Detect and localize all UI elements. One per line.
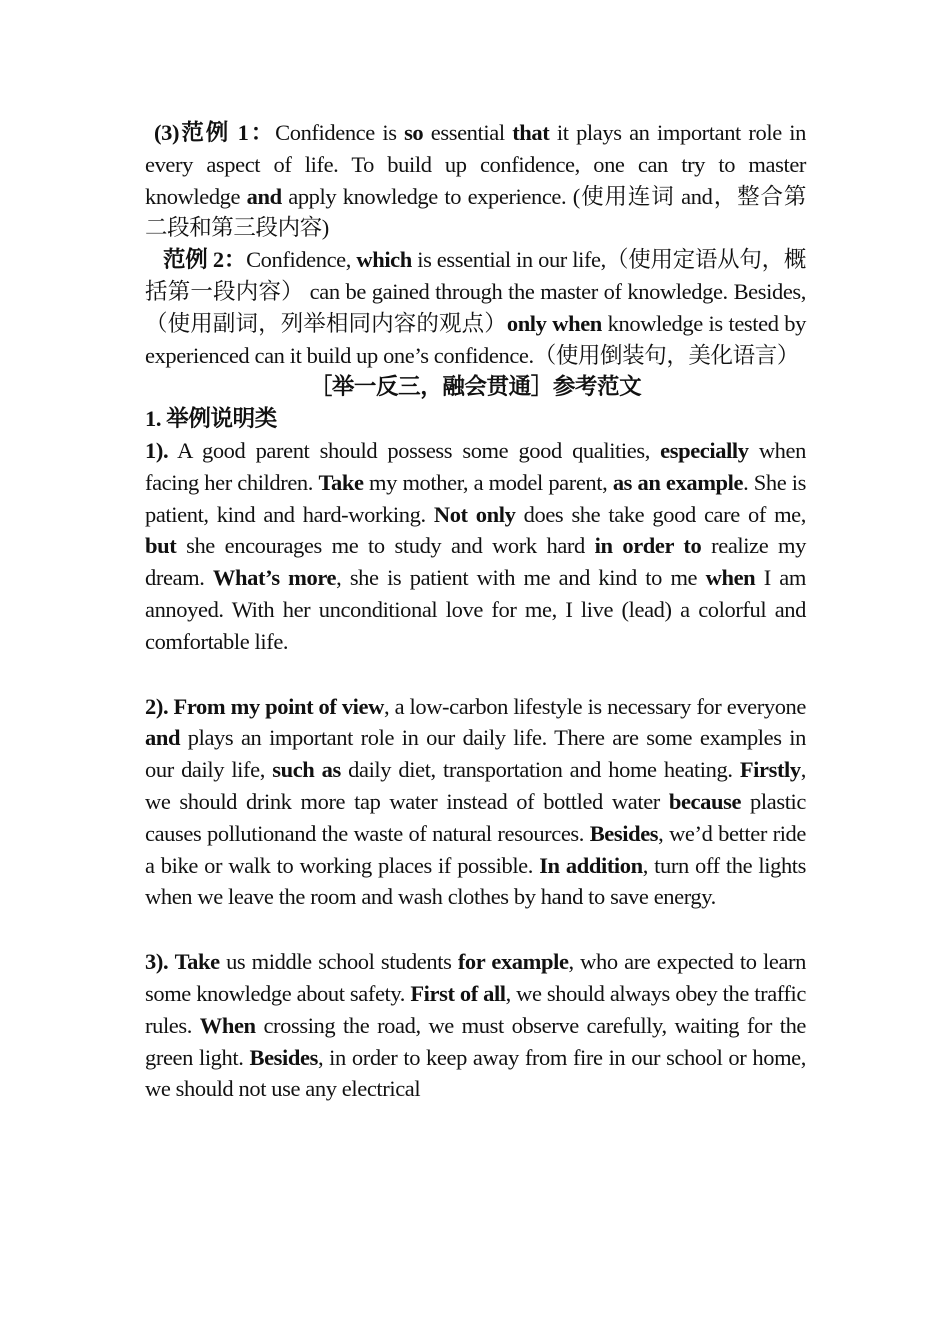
- bold-phrase: and: [145, 725, 181, 751]
- bold-phrase: because: [668, 788, 742, 814]
- bold-phrase: and: [246, 183, 282, 209]
- text-run: does she take good care of me,: [515, 501, 806, 527]
- text-run: is essential in our life,（使用定语从句，概括第一段内容） can be gained through the master of knowledge. Besides,（使用副词，列举相同内容的观点）: [145, 247, 806, 336]
- text-run: , we’d better ride a bike or walk to working places if possible.: [145, 820, 806, 878]
- bold-phrase: First of all: [410, 980, 506, 1006]
- text-run: Confidence,: [246, 247, 357, 273]
- text-run: Confidence is: [275, 120, 405, 145]
- bold-phrase: (3)范例 1：: [154, 120, 276, 145]
- text-run: I am annoyed. With her unconditional love for me, I live (lead) a colorful and comfortable life.: [145, 565, 806, 654]
- bold-phrase: Take: [174, 949, 220, 975]
- bold-phrase: when: [705, 565, 756, 591]
- section-title: ［举一反三，融会贯通］参考范文: [309, 374, 642, 400]
- bold-phrase: Besides: [249, 1044, 318, 1070]
- bold-phrase: 3).: [145, 949, 169, 975]
- bold-phrase: so: [404, 120, 424, 145]
- example-paragraph-1: [145, 435, 806, 658]
- bold-phrase: in order to: [594, 533, 702, 559]
- bold-phrase: Not only: [433, 501, 516, 527]
- bold-phrase: Besides: [589, 820, 659, 846]
- text-run: , she is patient with me and kind to me: [336, 565, 706, 591]
- text-run: daily diet, transportation and home heating.: [340, 757, 740, 783]
- bold-phrase: Firstly: [739, 757, 801, 783]
- text-run: , we should always obey the traffic rules.: [145, 980, 806, 1038]
- bold-phrase: especially: [660, 437, 749, 463]
- bold-phrase: as an example: [612, 469, 744, 495]
- text-run: , in order to keep away from fire in our school or home, we should not use any electrical: [145, 1044, 806, 1102]
- text-run: plays an important role in our daily life. There are some examples in our daily life,: [145, 725, 806, 783]
- document-page: [145, 117, 806, 1105]
- bold-phrase: 1).: [145, 437, 169, 463]
- bold-phrase: but: [145, 533, 177, 559]
- text-run: , we should drink more tap water instead of bottled water: [145, 757, 806, 814]
- bold-phrase: for example: [457, 949, 569, 975]
- text-run: my mother, a model parent,: [363, 469, 613, 495]
- text-run: it plays an important role in every aspect of life. To build up confidence, one can try to master knowledge: [145, 120, 806, 209]
- bold-phrase: which: [356, 247, 412, 273]
- text-run: realize my dream.: [145, 533, 806, 591]
- text-run: essential: [423, 120, 513, 145]
- bold-phrase: that: [512, 120, 550, 145]
- text-run: knowledge is tested by experienced can it build up one’s confidence.（使用倒装句，美化语言）: [145, 310, 806, 368]
- bold-phrase: From my point of view: [173, 693, 384, 719]
- text-run: plastic causes pollutionand the waste of natural resources.: [145, 788, 806, 846]
- text-run: when facing her children.: [145, 437, 806, 495]
- text-run: , who are expected to learn some knowledge about safety.: [145, 949, 806, 1006]
- text-run: . She is patient, kind and hard-working.: [145, 469, 807, 527]
- sample-paragraph-1: [145, 117, 806, 244]
- bold-phrase: What’s more: [212, 565, 337, 591]
- sample-paragraph-2: [145, 244, 806, 371]
- text-run: crossing the road, we must observe carefully, waiting for the green light.: [145, 1012, 807, 1070]
- text-run: us middle school students: [219, 949, 458, 975]
- paragraph-spacer: [145, 913, 806, 946]
- example-paragraph-3: [145, 946, 806, 1105]
- bold-phrase: When: [199, 1012, 256, 1038]
- text-run: , turn off the lights when we leave the room and wash clothes by hand to save energy.: [145, 852, 807, 910]
- paragraph-spacer: [145, 658, 806, 691]
- example-paragraph-2: [145, 691, 806, 914]
- text-run: A good parent should possess some good qualities,: [168, 437, 661, 463]
- text-run: apply knowledge to experience. (使用连词 and，整合第二段和第三段内容): [145, 183, 806, 241]
- bold-phrase: only when: [506, 310, 602, 336]
- text-run: she encourages me to study and work hard: [176, 533, 595, 559]
- text-run: , a low-carbon lifestyle is necessary for everyone: [383, 693, 806, 719]
- bold-phrase: 范例 2：: [163, 247, 247, 273]
- bold-phrase: 2).: [145, 693, 169, 719]
- bold-phrase: Take: [318, 469, 364, 495]
- category-heading: 1. 举例说明类: [145, 406, 277, 432]
- bold-phrase: such as: [272, 757, 341, 783]
- bold-phrase: In addition: [539, 852, 643, 878]
